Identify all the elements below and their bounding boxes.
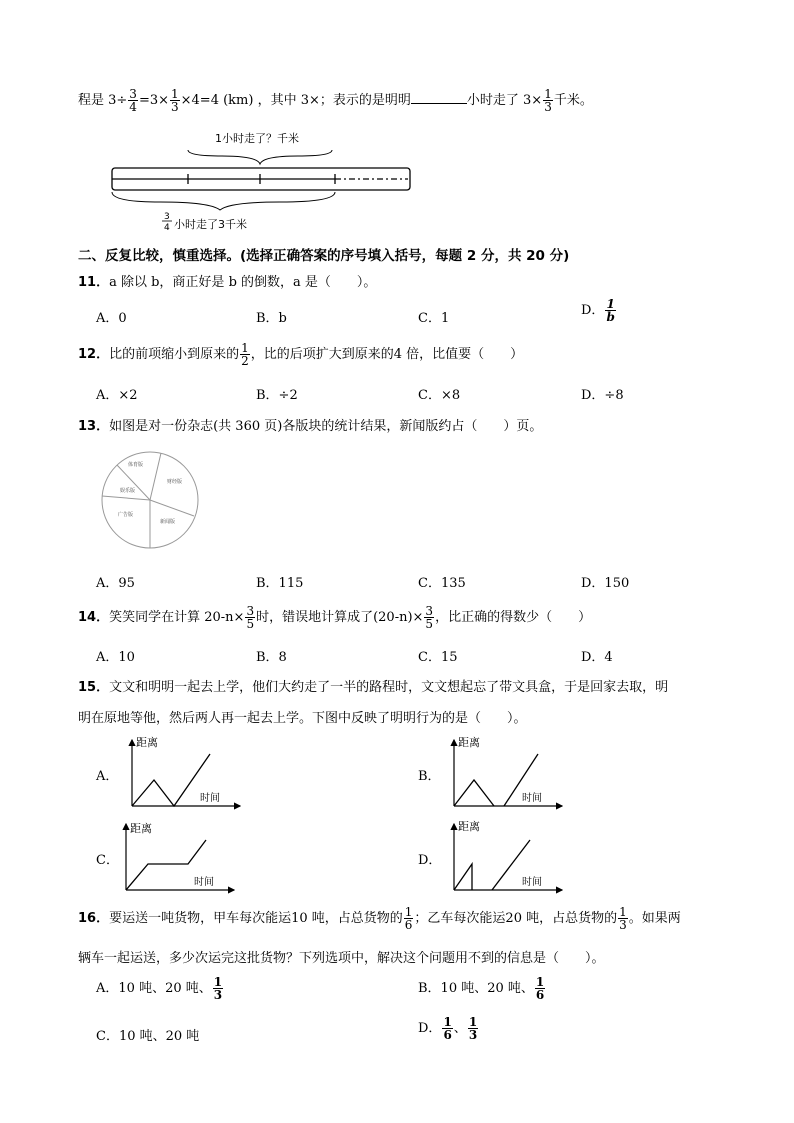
option-a-label: A．10 吨、20 吨、 [96, 981, 212, 996]
option-b-label: B．10 吨、20 吨、 [418, 981, 534, 996]
fraction: $\frac{3}{5}$ [425, 604, 434, 631]
intro-end: 千米。 [553, 93, 593, 108]
graph-a[interactable] [124, 734, 244, 810]
option-b[interactable] [418, 976, 546, 1001]
fraction: $\frac{1}{3}$ [619, 905, 627, 932]
option-c[interactable]: C． [96, 853, 119, 868]
question-15-line2: 明在原地等他，然后两人再一起去上学。下图中反映了明明行为的是（ ）。 [78, 711, 527, 726]
intro-mid: =3× [138, 93, 169, 108]
fraction: $\frac{1}{b}$ [606, 297, 615, 324]
x-axis-label: 时间 [194, 877, 214, 888]
fraction: $\frac{1}{3}$ [213, 975, 223, 1002]
option-c[interactable]: C．15 [418, 650, 458, 665]
diagram-bottom-frac-d: 4 [164, 223, 170, 233]
option-d-label: D． [418, 1021, 442, 1036]
graph-b[interactable] [446, 734, 566, 810]
question-16 [78, 906, 681, 931]
option-c[interactable]: C．×8 [418, 388, 461, 403]
option-d-label: D． [581, 303, 605, 318]
graph-line [132, 754, 210, 806]
question-number: 12． [78, 347, 110, 362]
option-d[interactable] [581, 298, 617, 323]
graph-line [454, 780, 494, 806]
answer-blank[interactable] [411, 91, 467, 104]
question-text: 如图是对一份杂志(共 360 页)各版块的统计结果，新闻版约占（ ）页。 [109, 419, 543, 434]
option-b[interactable]: B．115 [256, 576, 304, 591]
fraction: $\frac{1}{3}$ [544, 87, 552, 114]
option-b[interactable]: B．b [256, 311, 287, 326]
option-b[interactable]: B．÷2 [256, 388, 298, 403]
option-d[interactable]: D． [418, 853, 442, 868]
question-text-c: 。如果两 [628, 911, 681, 926]
question-number: 13． [78, 419, 110, 434]
fraction: $\frac{1}{6}$ [404, 905, 413, 932]
option-a[interactable]: A．10 [96, 650, 135, 665]
question-15 [78, 676, 668, 695]
question-text: 要运送一吨货物，甲车每次能运10 吨，占总货物的 [109, 911, 403, 926]
x-axis-label: 时间 [522, 877, 542, 888]
question-number: 16． [78, 911, 110, 926]
option-d-sep: 、 [453, 1021, 467, 1036]
option-b[interactable]: B．8 [256, 650, 287, 665]
option-c[interactable]: C．135 [418, 576, 466, 591]
question-13 [78, 415, 542, 434]
fraction: $\frac{1}{3}$ [468, 1015, 478, 1042]
diagram-top-label: 1小时走了？千米 [215, 132, 299, 145]
intro-prefix: 程是 3÷ [78, 93, 128, 108]
option-c[interactable]: C．10 吨、20 吨 [96, 1029, 200, 1044]
question-text: a 除以 b，商正好是 b 的倒数，a 是（ ）。 [109, 275, 377, 290]
fraction: $\frac{1}{6}$ [535, 975, 545, 1002]
diagram-bottom-frac-n: 3 [164, 212, 170, 222]
option-a[interactable]: A．0 [96, 311, 127, 326]
option-c[interactable]: C．1 [418, 311, 450, 326]
question-text-c: ，比正确的得数少（ ） [435, 610, 592, 625]
option-a[interactable] [96, 976, 224, 1001]
x-axis-label: 时间 [200, 793, 220, 804]
section-title: 二、反复比较，慎重选择。(选择正确答案的序号填入括号，每题 2 分，共 20 分) [78, 248, 570, 264]
graph-line [454, 864, 472, 890]
option-d[interactable]: D．÷8 [581, 388, 624, 403]
fraction: $\frac{3}{5}$ [246, 604, 255, 631]
fraction: $\frac{3}{4}$ [129, 87, 137, 114]
option-d[interactable] [418, 1016, 479, 1041]
diagram-bottom-label: 小时走了3千米 [174, 218, 247, 231]
question-16-line2: 辆车一起运送，多少次运完这批货物？下列选项中，解决这个问题用不到的信息是（ ）。 [78, 951, 605, 966]
question-text: 文文和明明一起去上学，他们大约走了一半的路程时，文文想起忘了带文具盒，于是回家去取，明 [109, 680, 669, 695]
segment-diagram [100, 128, 430, 238]
y-axis-label: 距离 [458, 820, 480, 833]
option-a[interactable]: A．×2 [96, 388, 138, 403]
option-d[interactable]: D．150 [581, 576, 630, 591]
option-d[interactable]: D．4 [581, 650, 613, 665]
fraction: $\frac{1}{2}$ [241, 341, 249, 368]
question-12 [78, 342, 523, 367]
y-axis-label: 距离 [458, 736, 480, 749]
pie-label: 财经版 [167, 479, 183, 485]
pie-label: 体育版 [128, 462, 144, 468]
option-a[interactable]: A．95 [96, 576, 135, 591]
x-axis-label: 时间 [522, 793, 542, 804]
pie-label: 广告版 [118, 512, 134, 518]
question-text-b: ；乙车每次能运20 吨，占总货物的 [414, 911, 618, 926]
option-a[interactable]: A． [96, 769, 119, 784]
pie-label: 娱乐版 [120, 488, 136, 494]
pie-label: 新闻版 [160, 519, 176, 525]
question-11 [78, 271, 376, 290]
pie-diagram [100, 450, 200, 550]
fraction: $\frac{1}{3}$ [171, 87, 179, 114]
question-text: 比的前项缩小到原来的 [109, 347, 240, 362]
intro-line [78, 88, 593, 113]
graph-d[interactable] [446, 818, 566, 894]
question-number: 15． [78, 680, 110, 695]
question-number: 11． [78, 275, 110, 290]
intro-after-blank: 小时走了 3× [466, 93, 543, 108]
option-b[interactable]: B． [418, 769, 441, 784]
y-axis-label: 距离 [136, 736, 158, 749]
question-text-b: ，比的后项扩大到原来的4 倍，比值要（ ） [250, 347, 524, 362]
y-axis-label: 距离 [130, 822, 152, 835]
question-text: 笑笑同学在计算 20-n× [109, 610, 245, 625]
question-number: 14． [78, 610, 110, 625]
question-14 [78, 605, 591, 630]
fraction: $\frac{1}{6}$ [443, 1015, 452, 1042]
question-text-b: 时，错误地计算成了(20-n)× [256, 610, 424, 625]
intro-rest: ×4=4 (km) ，其中 3×；表示的是明明 [180, 93, 411, 108]
graph-c[interactable] [118, 818, 238, 894]
